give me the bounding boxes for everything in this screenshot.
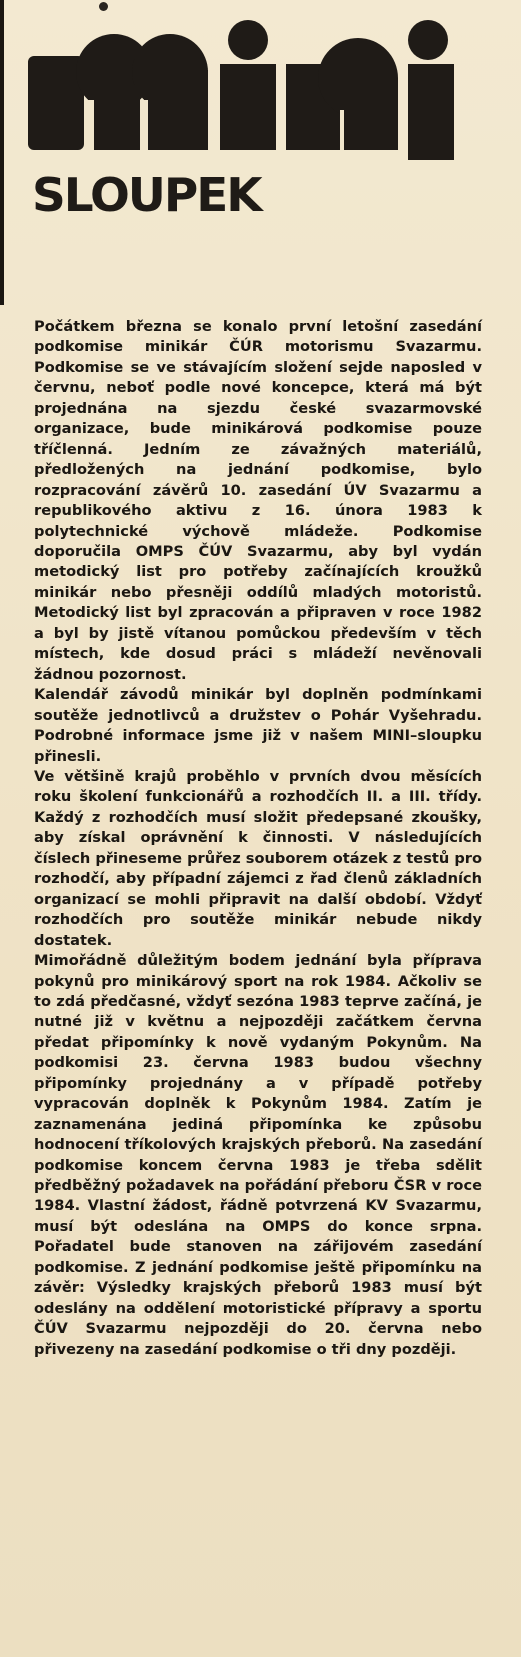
article-paragraph: Mimořádně důležitým bodem jednání byla příprava pokynů pro minikárový sport na rok 1984. Ačkoliv se to zdá předčasné, vždyť sezóna 1983 teprve začíná, je nutné již v květnu a nejpozději začátkem června předat připomínky k nově vydaným Pokynům. Na podkomisi 23. června 1983 budou všechny připomínky projednány a v případě potřeby vypracován doplněk k Pokynům 1984. Zatím je zaznamenána jediná připomínka ke způsobu hodnocení tříkolových krajských přeborů. Na zasedání podkomise koncem června 1983 je třeba sdělit předběžný požadavek na pořádání přeboru ČSR v roce 1984. Vlastní žádost, řádně potvrzená KV Svazarmu, musí být odeslána na OMPS do konce srpna. Pořadatel bude stanoven na zářijovém zasedání podkomise. Z jednání podkomise ještě připomínku na závěr: Výsledky krajských přeborů 1983 musí být odeslány na oddělení motoristické přípravy a sportu ČÚV Svazarmu nejpozději do 20. června nebo přivezeny na zasedání podkomise o tři dny později. xyxy=(34,952,482,1358)
mini-logo-graphic xyxy=(28,20,468,160)
ink-dot xyxy=(99,2,108,11)
column-subtitle: SLOUPEK xyxy=(32,168,261,222)
column-header xyxy=(28,20,468,240)
mini-logo xyxy=(28,20,468,160)
left-margin-rule xyxy=(0,0,4,305)
article-paragraph: Ve většině krajů proběhlo v prvních dvou měsících roku školení funkcionářů a rozhodčích II. a III. třídy. Každý z rozhodčích musí složit předepsané zkoušky, aby získal oprávnění k činnosti. V následujících číslech přineseme průřez souborem otázek z testů pro rozhodčí, aby případní zájemci z řad členů základních organizací se mohli připravit na další období. Vždyť rozhodčích pro soutěže minikár nebude nikdy dostatek. xyxy=(34,767,483,949)
article-paragraph: Počátkem března se konalo první letošní zasedání podkomise minikár ČÚR motorismu Svazarmu. Podkomise se ve stávajícím složení sejde naposled v červnu, neboť podle nové koncepce, která má být projednána na sjezdu české svazarmovské organizace, bude minikárová podkomise pouze tříčlenná. Jedním ze závažných materiálů, předložených na jednání podkomise, bylo rozpracování závěrů 10. zasedání ÚV Svazarmu a republikového aktivu z 16. února 1983 k polytechnické výchově mládeže. Podkomise doporučila OMPS ČÚV Svazarmu, aby byl vydán metodický list pro potřeby začínajících kroužků minikár nebo přesněji oddílů mladých motoristů. Metodický list byl zpracován a připraven v roce 1982 a byl by jistě vítanou pomůckou především v těch místech, kde dosud práci s mládeží nevěnovali žádnou pozornost. xyxy=(34,318,482,683)
article-body xyxy=(34,317,482,1360)
article-paragraph: Kalendář závodů minikár byl doplněn podmínkami soutěže jednotlivců a družstev o Pohár Vyšehradu. Podrobné informace jsme již v našem MINI–sloupku přinesli. xyxy=(34,686,482,765)
